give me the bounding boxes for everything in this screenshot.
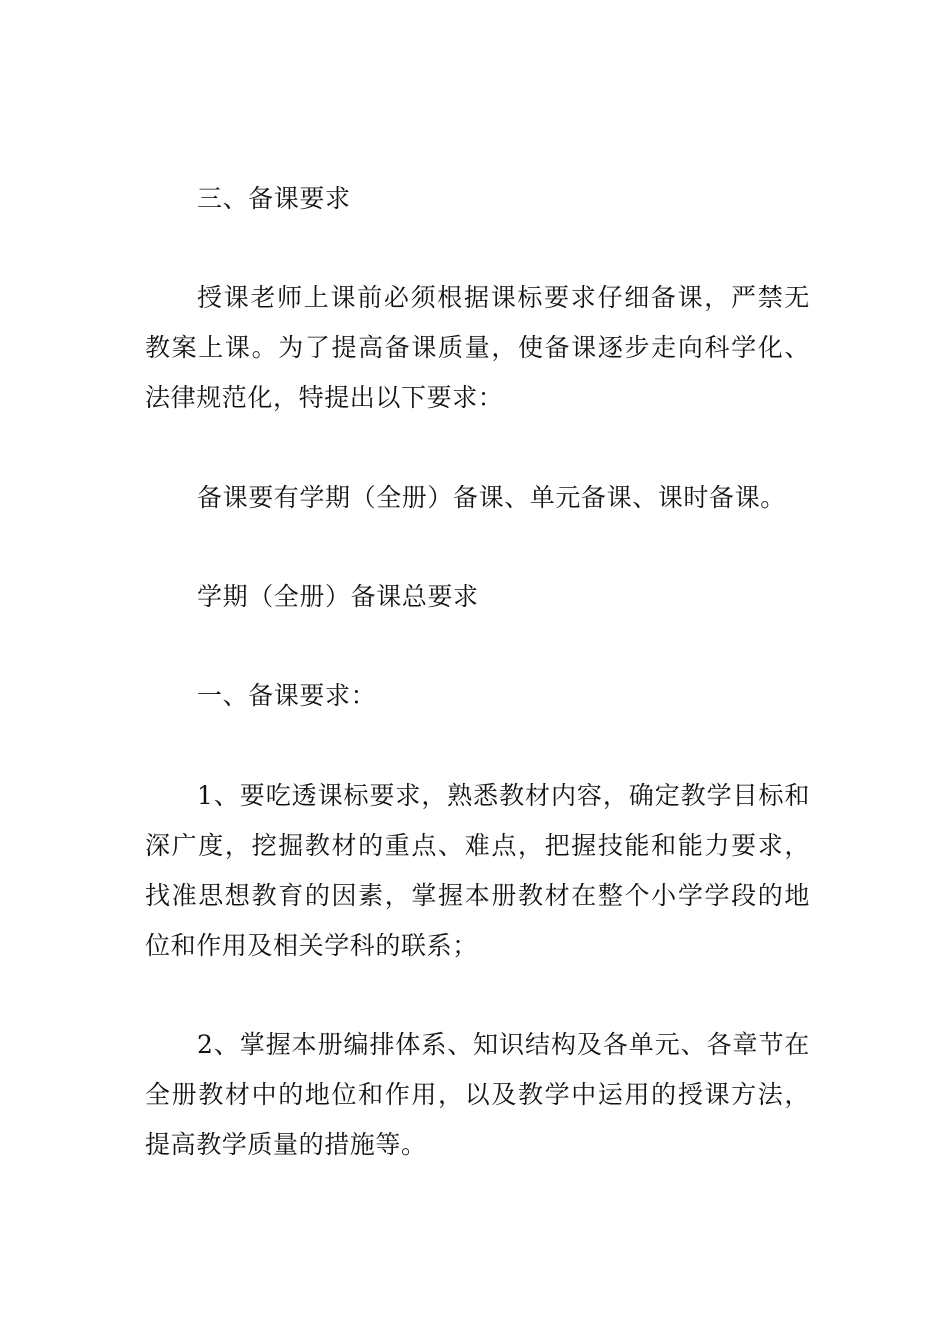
requirement-item-2: 2、掌握本册编排体系、知识结构及各单元、各章节在全册教材中的地位和作用，以及教学中运用的授课方法，提高教学质量的措施等。 [145, 1030, 810, 1159]
requirement-item-1: 1、要吃透课标要求，熟悉教材内容，确定教学目标和深广度，挖掘教材的重点、难点，把握技能和能力要求，找准思想教育的因素，掌握本册教材在整个小学学段的地位和作用及相关学科的联系； [145, 781, 810, 960]
section-heading: 三、备课要求 [197, 184, 351, 213]
intro-paragraph: 授课老师上课前必须根据课标要求仔细备课，严禁无教案上课。为了提高备课质量，使备课逐步走向科学化、法律规范化，特提出以下要求： [145, 283, 810, 412]
requirements-subheading: 一、备课要求： [197, 681, 377, 710]
semester-prep-subheading: 学期（全册）备课总要求 [197, 582, 479, 611]
lesson-prep-types-paragraph: 备课要有学期（全册）备课、单元备课、课时备课。 [197, 483, 786, 512]
